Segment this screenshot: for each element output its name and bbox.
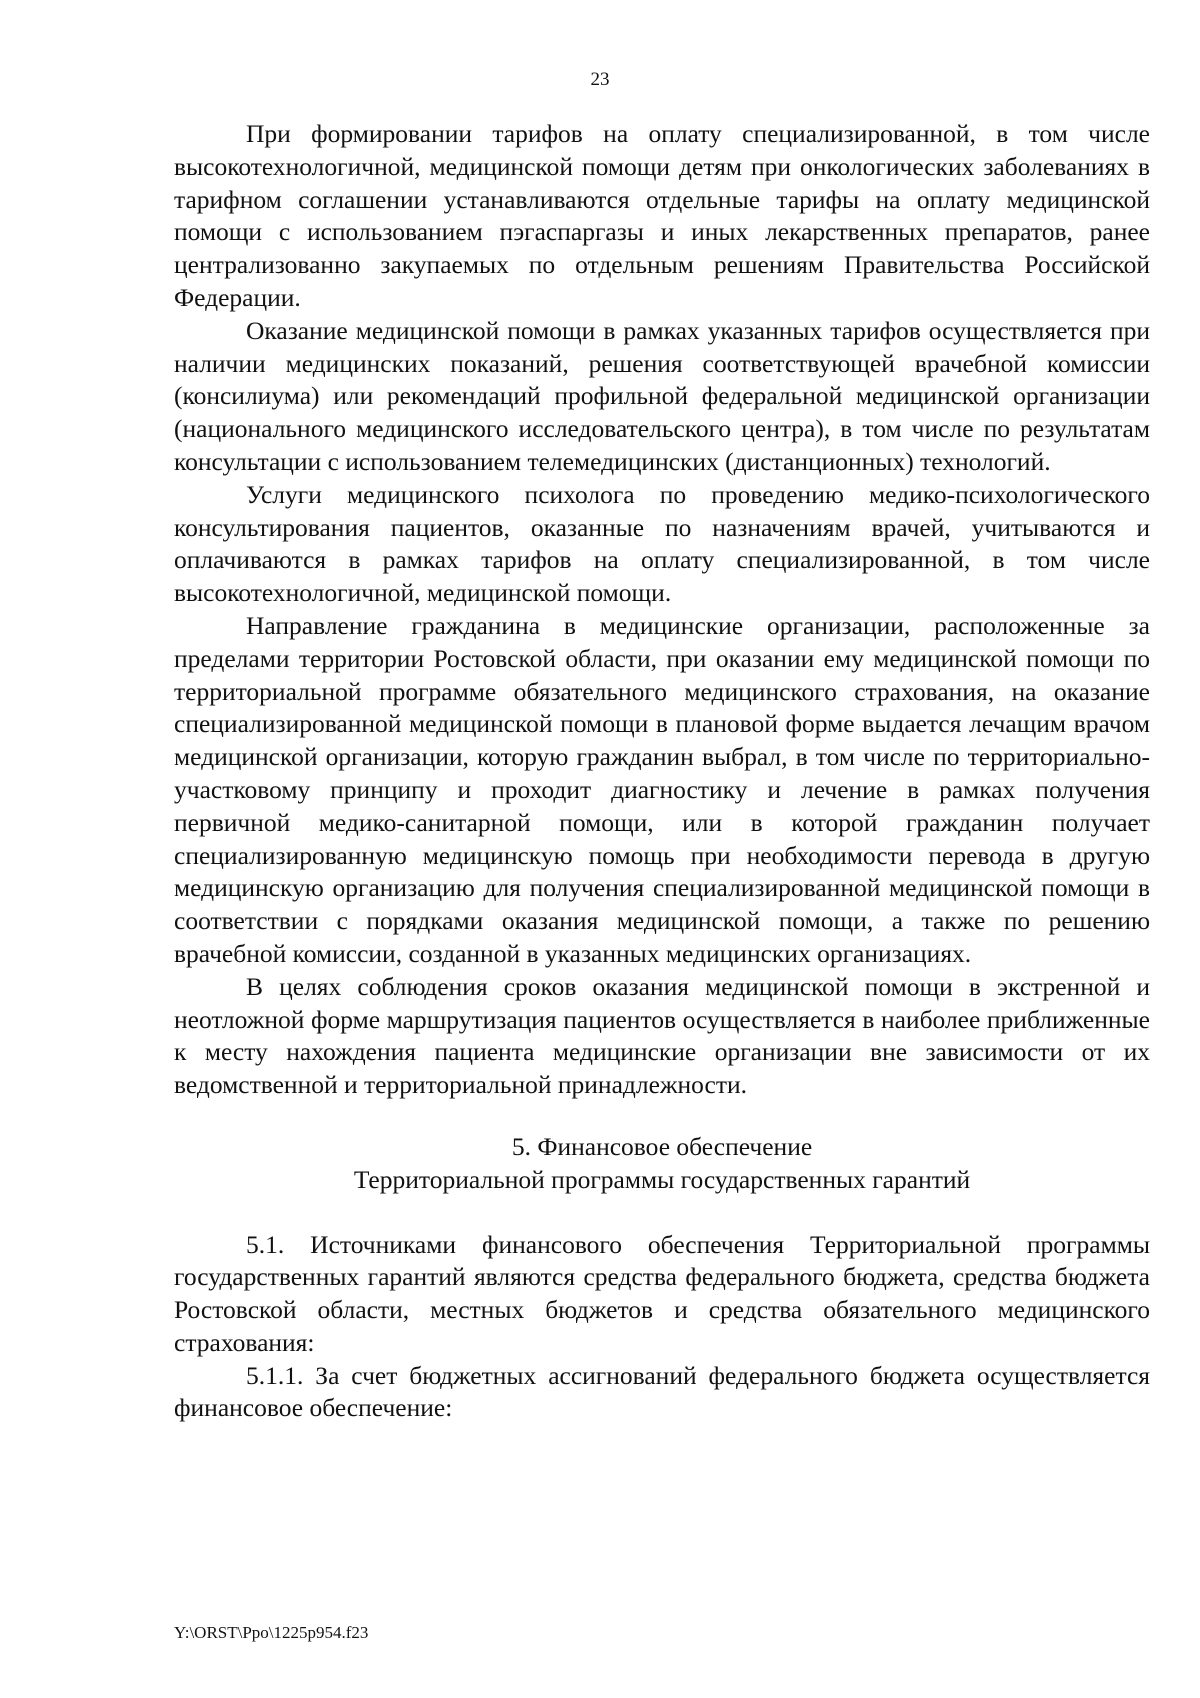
page-number: 23 (590, 69, 610, 90)
section-heading-subtitle: Территориальной программы государственных гарантий (353, 1164, 971, 1194)
paragraph-psychologist-services: Услуги медицинского психолога по проведению медико-психологического консультирования пациентов, оказанные по назначениям врачей, учитываются и оплачиваются в рамках тарифов на оплату специализированной, в том числе высокотехнологичной, медицинской помощи. (174, 479, 1150, 608)
paragraph-referral-outside-region: Направление гражданина в медицинские организации, расположенные за пределами территории Ростовской области, при оказании ему медицинской помощи по территориальной программе обязательного медицинского страхования, на оказание специализированной медицинской помощи в плановой форме выдается лечащим врачом медицинской организации, которую гражданин выбрал, в том числе по территориально-участковому принципу и проходит диагностику и лечение в рамках получения первичной медико-санитарной помощи, или в которой гражданин получает специализированную медицинскую помощь при необходимости перевода в другую медицинскую организацию для получения специализированной медицинской помощи в соответствии с порядками оказания медицинской помощи, а также по решению врачебной комиссии, созданной в указанных медицинских организациях. (174, 610, 1150, 968)
paragraph-5-1-funding-sources: 5.1. Источниками финансового обеспечения Территориальной программы государственных гарантий являются средства федерального бюджета, средства бюджета Ростовской области, местных бюджетов и средства обязательного медицинского страхования: (174, 1229, 1150, 1357)
paragraph-emergency-routing: В целях соблюдения сроков оказания медицинской помощи в экстренной и неотложной форме маршрутизация пациентов осуществляется в наиболее приближенные к месту нахождения пациента медицинские организации вне зависимости от их ведомственной и территориальной принадлежности. (174, 971, 1150, 1100)
paragraph-care-within-tariffs: Оказание медицинской помощи в рамках указанных тарифов осуществляется при наличии медицинских показаний, решения соответствующей врачебной комиссии (консилиума) или рекомендаций профильной федеральной медицинской организации (национального медицинского исследовательского центра), в том числе по результатам консультации с использованием телемедицинских (дистанционных) технологий. (174, 315, 1150, 476)
paragraph-tariffs-oncology: При формировании тарифов на оплату специализированной, в том числе высокотехнологичной, медицинской помощи детям при онкологических заболеваниях в тарифном соглашении устанавливаются отдельные тарифы на оплату медицинской помощи с использованием пэгаспаргазы и иных лекарственных препаратов, ранее централизованно закупаемых по отдельным решениям Правительства Российской Федерации. (174, 119, 1150, 312)
document-body (174, 118, 1150, 1425)
paragraph-5-1-1-federal-budget: 5.1.1. За счет бюджетных ассигнований федерального бюджета осуществляется финансовое обеспечение: (174, 1360, 1150, 1423)
section-heading-title: 5. Финансовое обеспечение (511, 1131, 813, 1161)
footer-file-path: Y:\ORST\Ppo\1225p954.f23 (174, 1623, 369, 1642)
